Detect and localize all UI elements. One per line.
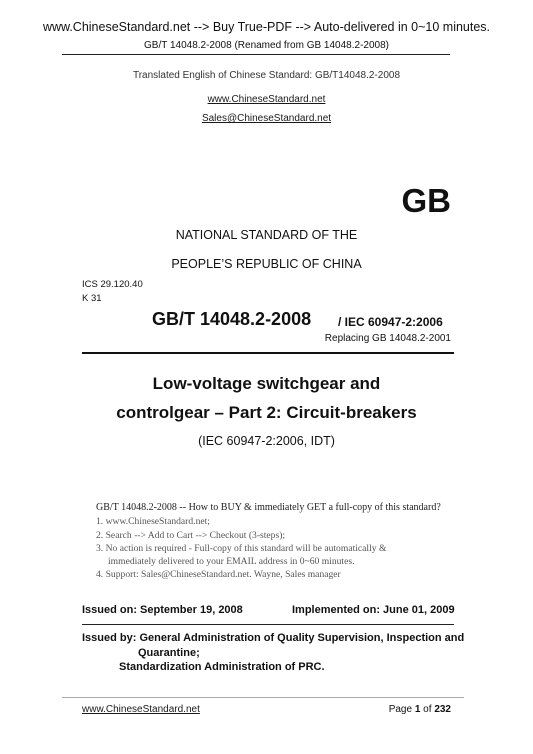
document-title-line1: Low-voltage switchgear and: [152, 374, 381, 393]
national-standard-line1: NATIONAL STANDARD OF THE: [175, 228, 358, 242]
footer-divider: [62, 697, 464, 698]
footer-website-link[interactable]: www.ChineseStandard.net: [82, 704, 200, 715]
header-divider: [62, 54, 450, 55]
dates-divider: [82, 624, 454, 625]
purchase-step: 4. Support: Sales@ChineseStandard.net. Wayne, Sales manager: [96, 569, 341, 580]
header-subtitle: GB/T 14048.2-2008 (Renamed from GB 14048.2-2008): [144, 40, 389, 51]
replacing-note: Replacing GB 14048.2-2001: [324, 333, 451, 344]
website-link[interactable]: www.ChineseStandard.net: [207, 94, 326, 105]
page-prefix: Page: [388, 704, 415, 715]
email-link-container: [0, 108, 533, 126]
header-banner: www.ChineseStandard.net --> Buy True-PDF --> Auto-delivered in 0~10 minutes.: [42, 20, 491, 34]
website-link-container: [0, 89, 533, 107]
implemented-date: Implemented on: June 01, 2009: [292, 604, 455, 616]
k-code: K 31: [82, 293, 102, 304]
document-title-line2: controlgear – Part 2: Circuit-breakers: [116, 403, 417, 422]
email-link[interactable]: Sales@ChineseStandard.net: [201, 113, 332, 124]
standard-number: GB/T 14048.2-2008: [152, 309, 312, 329]
page-total: 232: [434, 704, 451, 715]
purchase-heading: GB/T 14048.2-2008 -- How to BUY & immediately GET a full-copy of this standard?: [96, 502, 441, 513]
issuer-line1: Issued by: General Administration of Quality Supervision, Inspection and: [82, 632, 465, 644]
page-current: 1: [414, 704, 421, 715]
ics-code: ICS 29.120.40: [82, 279, 143, 290]
iec-number: / IEC 60947-2:2006: [338, 315, 443, 329]
title-divider: [82, 352, 454, 354]
purchase-step: immediately delivered to your EMAIL address in 0~60 minutes.: [96, 556, 355, 567]
purchase-step: 3. No action is required - Full-copy of this standard will be automatically &: [96, 543, 387, 554]
national-standard-line2: PEOPLE’S REPUBLIC OF CHINA: [171, 257, 362, 271]
purchase-step: 2. Search --> Add to Cart --> Checkout (3-steps);: [96, 530, 286, 541]
issuer-line2: Quarantine;: [138, 647, 200, 659]
identical-note: (IEC 60947-2:2006, IDT): [198, 434, 335, 448]
translation-note: Translated English of Chinese Standard: GB/T14048.2-2008: [132, 70, 401, 81]
purchase-step: 1. www.ChineseStandard.net;: [96, 516, 210, 527]
gb-mark: GB: [401, 182, 451, 219]
page-indicator: [389, 704, 451, 715]
issued-date: Issued on: September 19, 2008: [82, 604, 243, 616]
page-separator: of: [420, 704, 435, 715]
issuer-line3: Standardization Administration of PRC.: [119, 661, 325, 673]
footer-link-container: [82, 704, 200, 715]
